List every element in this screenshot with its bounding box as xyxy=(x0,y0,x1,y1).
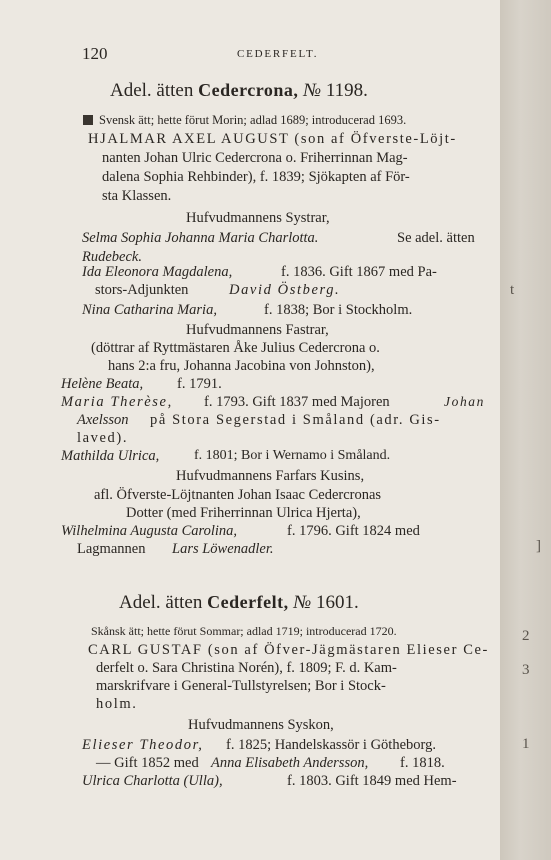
text-line: Dotter (med Friherrinnan Ulrica Hjerta), xyxy=(126,505,361,521)
section-heading: Hufvudmannens Fastrar, xyxy=(186,322,329,338)
person-name: Johan xyxy=(444,394,485,409)
person-name: Nina Catharina Maria, xyxy=(82,302,217,318)
text-line: derfelt o. Sara Christina Norén), f. 1809; F. d. Kam- xyxy=(96,660,397,676)
text-line: dalena Sophia Rehbinder), f. 1839; Sjökapten af För- xyxy=(102,169,410,185)
text-line: sta Klassen. xyxy=(102,188,172,204)
person-name: Rudebeck. xyxy=(82,249,142,265)
person-name: Ulrica Charlotta (Ulla), xyxy=(82,773,223,789)
person-name: Helène Beata, xyxy=(61,376,144,392)
section-heading: Hufvudmannens Syskon, xyxy=(188,717,334,733)
text-line: stors-Adjunkten xyxy=(95,282,189,298)
text-line: f. 1836. Gift 1867 med Pa- xyxy=(281,264,437,280)
person-name: Lars Löwenadler. xyxy=(172,541,274,557)
person-name: Anna Elisabeth Andersson, xyxy=(211,755,369,771)
text-line: f. 1801; Bor i Wernamo i Småland. xyxy=(194,448,391,463)
person-name: Ida Eleonora Magdalena, xyxy=(82,264,233,280)
gutter-mark: ] xyxy=(536,538,541,554)
text-line: marskrifvare i General-Tullstyrelsen; Bor i Stock- xyxy=(96,678,386,694)
text-line: på Stora Segerstad i Småland (adr. Gis- xyxy=(150,412,441,428)
book-icon xyxy=(83,115,93,125)
text-line: f. 1791. xyxy=(177,376,222,392)
text-line: Se adel. ätten xyxy=(397,230,475,246)
text-line: f. 1796. Gift 1824 med xyxy=(287,523,420,539)
gutter-mark: 2 xyxy=(522,628,530,644)
text-line: nanten Johan Ulric Cedercrona o. Friherrinnan Mag- xyxy=(102,150,408,166)
gutter-mark: 3 xyxy=(522,662,530,678)
text-line: f. 1803. Gift 1849 med Hem- xyxy=(287,773,457,789)
text-line: f. 1793. Gift 1837 med Majoren xyxy=(204,394,390,410)
running-head: CEDERFELT. xyxy=(237,48,319,60)
text-line: f. 1838; Bor i Stockholm. xyxy=(264,302,413,318)
text-line: laved). xyxy=(77,430,129,446)
text-line: f. 1818. xyxy=(400,755,445,771)
person-name: Selma Sophia Johanna Maria Charlotta. xyxy=(82,230,319,246)
person-name: Mathilda Ulrica, xyxy=(61,448,160,464)
spine-edge xyxy=(500,0,551,860)
text-line: CARL GUSTAF (son af Öfver-Jägmästaren Elieser Ce- xyxy=(88,642,489,658)
person-name: Axelsson xyxy=(77,412,129,428)
text-line: — Gift 1852 med xyxy=(96,755,199,771)
text-line: Lagmannen xyxy=(77,541,146,557)
person-name: Maria Therèse, xyxy=(61,394,173,410)
section-heading: Hufvudmannens Farfars Kusins, xyxy=(176,468,365,484)
text-line: HJALMAR AXEL AUGUST (son af Öfverste-Löjt- xyxy=(88,131,457,147)
section-heading: Hufvudmannens Systrar, xyxy=(186,210,330,226)
entry-header: Adel. ätten Cedercrona, № 1198. xyxy=(110,80,368,101)
person-name: Elieser Theodor, xyxy=(82,737,204,753)
text-line: (döttrar af Ryttmästaren Åke Julius Cedercrona o. xyxy=(91,340,380,356)
person-name: Wilhelmina Augusta Carolina, xyxy=(61,523,238,539)
origin-line: Skånsk ätt; hette förut Sommar; adlad 1719; introducerad 1720. xyxy=(91,624,397,638)
page-number: 120 xyxy=(82,44,108,63)
text-line: afl. Öfverste-Löjtnanten Johan Isaac Cedercronas xyxy=(94,487,382,503)
entry-header: Adel. ätten Cederfelt, № 1601. xyxy=(119,592,359,613)
text-line: hans 2:a fru, Johanna Jacobina von Johnston), xyxy=(108,358,375,374)
person-name: David Östberg. xyxy=(229,282,341,298)
origin-line: Svensk ätt; hette förut Morin; adlad 1689; introducerad 1693. xyxy=(83,113,406,128)
text-line: holm. xyxy=(96,696,138,712)
gutter-mark: 1 xyxy=(522,736,530,752)
gutter-mark: t xyxy=(510,282,515,298)
text-line: f. 1825; Handelskassör i Götheborg. xyxy=(226,737,436,753)
